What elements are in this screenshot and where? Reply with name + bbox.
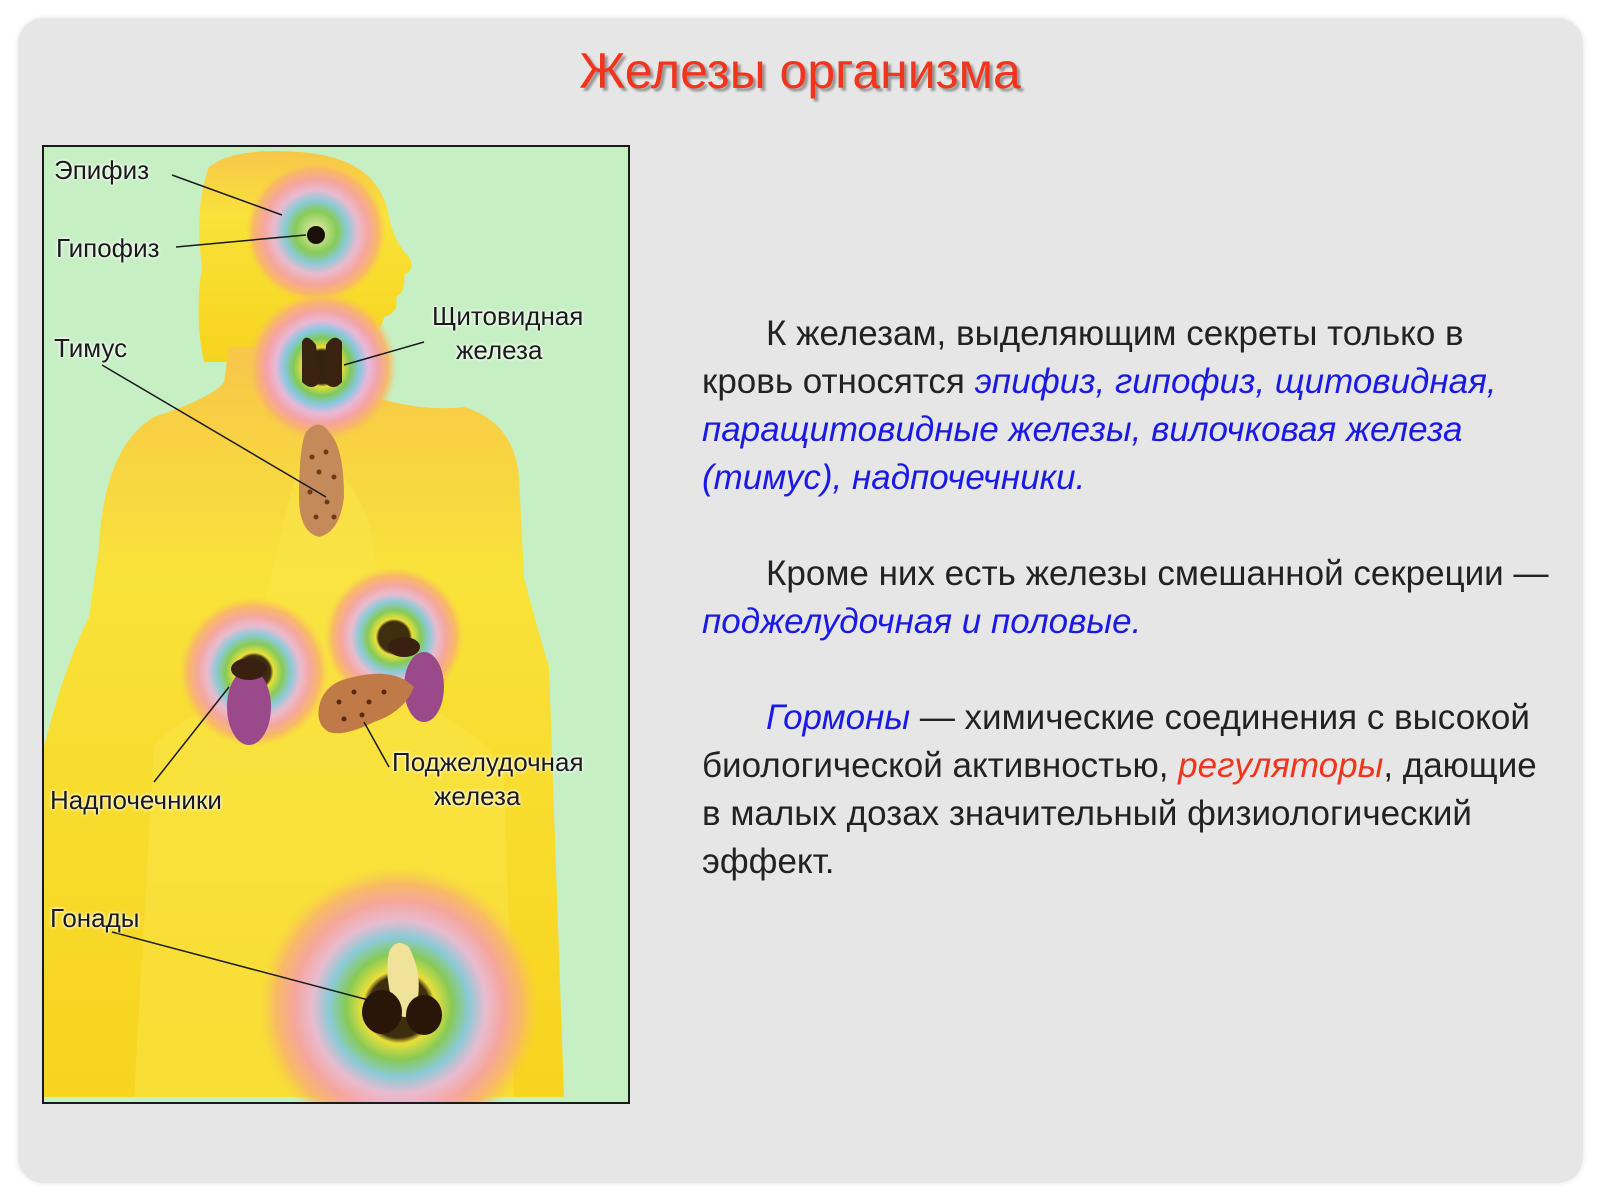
label-pancreas-line1: Поджелудочная	[392, 747, 584, 777]
paragraph-endocrine-plain: К железам, выделяющим секреты только в кровь относятся	[702, 314, 1464, 401]
label-adrenals: Надпочечники	[50, 785, 222, 815]
paragraph-mixed-plain: Кроме них есть железы смешанной секреции —	[766, 554, 1549, 593]
paragraph-mixed	[702, 550, 1552, 646]
slide-title: Железы организма	[579, 43, 1021, 99]
term-hormones: Гормоны	[766, 698, 911, 737]
paragraph-hormones	[702, 694, 1552, 886]
paragraph-hormones-middle: — химические соединения с высокой биологической активностью,	[702, 698, 1530, 785]
paragraph-hormones-end: , дающие в малых дозах значительный физиологический эффект.	[702, 746, 1537, 881]
paragraph-endocrine-glands: эпифиз, гипофиз, щитовидная, паращитовидные железы, вилочковая железа (тимус), надпочечники.	[702, 362, 1497, 497]
label-pancreas-line2: железа	[434, 781, 521, 811]
slide-text-block	[702, 310, 1552, 934]
label-pituitary: Гипофиз	[56, 233, 160, 263]
label-gonads: Гонады	[50, 903, 140, 933]
human-body-illustration	[44, 147, 628, 1102]
term-regulators: регуляторы	[1178, 746, 1384, 785]
endocrine-figure	[42, 145, 630, 1104]
label-epiphysis: Эпифиз	[54, 155, 150, 185]
label-thyroid-line2: железа	[456, 335, 543, 365]
paragraph-mixed-glands: поджелудочная и половые.	[702, 602, 1142, 641]
paragraph-endocrine	[702, 310, 1552, 502]
label-thymus: Тимус	[54, 333, 128, 363]
label-thyroid-line1: Щитовидная	[432, 301, 584, 331]
